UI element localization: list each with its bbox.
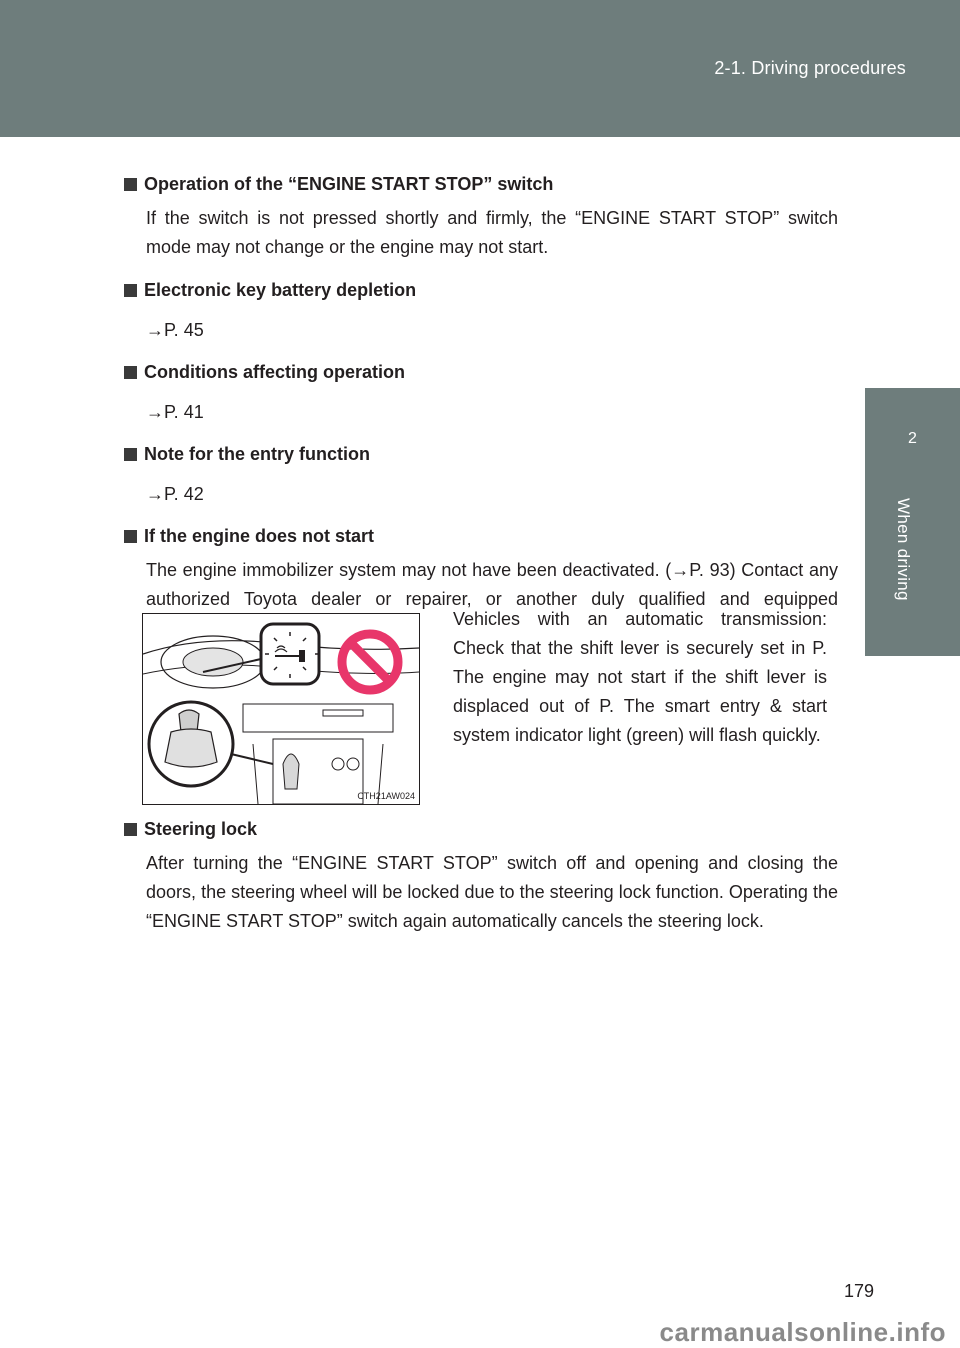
page-reference-link[interactable]: →P. 42	[146, 484, 204, 504]
section-heading-text: If the engine does not start	[144, 526, 375, 546]
page-number: 179	[843, 1281, 874, 1301]
figure-row	[142, 605, 842, 805]
section-heading-text: Steering lock	[144, 819, 258, 839]
bullet-square-icon	[124, 178, 137, 191]
side-tab-label: When driving	[894, 498, 913, 601]
section-heading-text: Note for the entry function	[144, 444, 370, 464]
steering-lock-section	[124, 815, 838, 936]
watermark-link[interactable]: carmanualsonline.info	[659, 1317, 946, 1347]
page-header	[0, 0, 960, 137]
main-content	[124, 170, 838, 643]
side-tab-area	[865, 137, 960, 1345]
section-body: If the switch is not pressed shortly and firmly, the “ENGINE START STOP” switch mode may not change or the engine may not start.	[146, 208, 838, 257]
section-heading	[124, 170, 838, 198]
section-heading-text: Electronic key battery depletion	[144, 280, 417, 300]
section-heading-text: Conditions affecting operation	[144, 362, 405, 382]
figure-code: CTH21AW024	[357, 791, 415, 801]
bullet-square-icon	[124, 284, 137, 297]
figure-caption: Vehicles with an automatic transmission: Check that the shift lever is securely set in P. The engine may not start if the shift lever is displaced out of P. The smart entry & start system indicator light (green) will flash quickly.	[453, 609, 827, 745]
page-reference-link[interactable]: →P. 45	[146, 320, 204, 340]
section-heading-text: Operation of the “ENGINE START STOP” switch	[144, 174, 554, 194]
bullet-square-icon	[124, 530, 137, 543]
footer	[0, 1305, 960, 1345]
dashboard-drawing-icon	[143, 614, 419, 804]
bullet-square-icon	[124, 366, 137, 379]
section-heading	[124, 815, 838, 843]
dashboard-illustration	[142, 613, 420, 805]
section-heading	[124, 522, 838, 550]
side-tab-number: 2	[908, 430, 917, 447]
section-heading	[124, 358, 838, 386]
section-heading	[124, 276, 838, 304]
section-body: After turning the “ENGINE START STOP” switch off and opening and closing the doors, the steering wheel will be locked due to the steering lock function. Operating the “ENGINE START STOP” switch again automatically cancels the steering lock.	[146, 853, 838, 931]
section-heading	[124, 440, 838, 468]
bullet-square-icon	[124, 448, 137, 461]
page-reference-link[interactable]: →P. 41	[146, 402, 204, 422]
section-body: The engine immobilizer system may not have been deactivated. (→P. 93) Contact any authorized Toyota dealer or repairer, or another duly qualified and equipped	[146, 560, 838, 609]
chapter-title: 2-1. Driving procedures	[714, 58, 906, 78]
bullet-square-icon	[124, 823, 137, 836]
